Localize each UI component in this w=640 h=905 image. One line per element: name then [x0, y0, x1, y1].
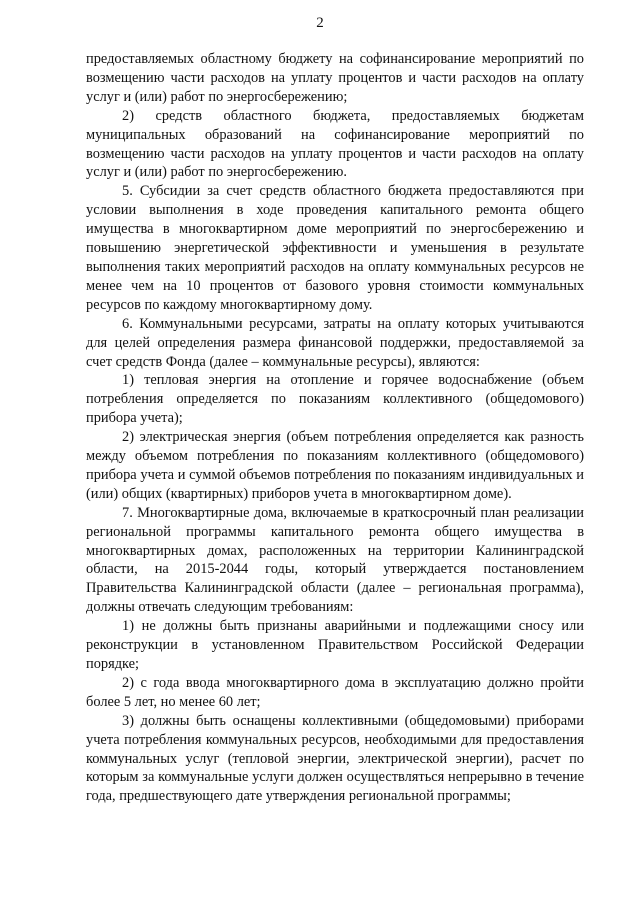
document-body: [86, 50, 584, 806]
paragraph-section-5: 5. Субсидии за счет средств областного бюджета предоставляются при условии выполнения в ходе проведения капитального ремонта общего имущества в многоквартирном доме мероприятий по энергосбережению и повышению энергетической эффективности и уменьшения в результате выполнения таких мероприятий расходов на оплату коммунальных ресурсов не менее чем на 10 процентов от базового уровня стоимости коммунальных ресурсов по каждому многоквартирному дому.: [86, 183, 584, 313]
paragraph-item-2: 2) средств областного бюджета, предоставляемых бюджетам муниципальных образований на софинансирование мероприятий по возмещению части расходов на уплату процентов и части расходов на оплату услуг и (или) работ по энергосбережению.: [86, 107, 584, 181]
paragraph-section-6-item-1: 1) тепловая энергия на отопление и горячее водоснабжение (объем потребления определяется по показаниям коллективного (общедомового) прибора учета);: [86, 372, 584, 427]
paragraph-section-6: 6. Коммунальными ресурсами, затраты на оплату которых учитываются для целей определения размера финансовой поддержки, предоставляемой за счет средств Фонда (далее – коммунальные ресурсы), являются:: [86, 315, 584, 370]
paragraph-section-7: 7. Многоквартирные дома, включаемые в краткосрочный план реализации региональной программы капитального ремонта общего имущества в многоквартирных домах, расположенных на территории Калининградской области, на 2015-2044 годы, который утверждается постановлением Правительства Калининградской области (далее – региональная программа), должны отвечать следующим требованиям:: [86, 504, 584, 616]
paragraph-section-7-item-2: 2) с года ввода многоквартирного дома в эксплуатацию должно пройти более 5 лет, но менее 60 лет;: [86, 674, 584, 710]
page-number: 2: [316, 15, 324, 31]
paragraph-section-7-item-3: 3) должны быть оснащены коллективными (общедомовыми) приборами учета потребления коммунальных ресурсов, необходимыми для предоставления коммунальных услуг (тепловой энергии, электрической энергии), расчет по которым за коммунальные услуги должен осуществляться непрерывно в течение года, предшествующего дате утверждения региональной программы;: [86, 712, 584, 805]
paragraph-section-7-item-1: 1) не должны быть признаны аварийными и подлежащими сносу или реконструкции в установленном Правительством Российской Федерации порядке;: [86, 618, 584, 672]
paragraph-section-6-item-2: 2) электрическая энергия (объем потребления определяется как разность между объемом потребления по показаниям коллективного (общедомового) прибора учета и суммой объемов потребления по показаниям индивидуальных и (или) общих (квартирных) приборов учета в многоквартирном доме).: [86, 429, 584, 502]
paragraph-continuation: предоставляемых областному бюджету на софинансирование мероприятий по возмещению части расходов на уплату процентов и части расходов на оплату услуг и (или) работ по энергосбережению;: [86, 51, 584, 105]
